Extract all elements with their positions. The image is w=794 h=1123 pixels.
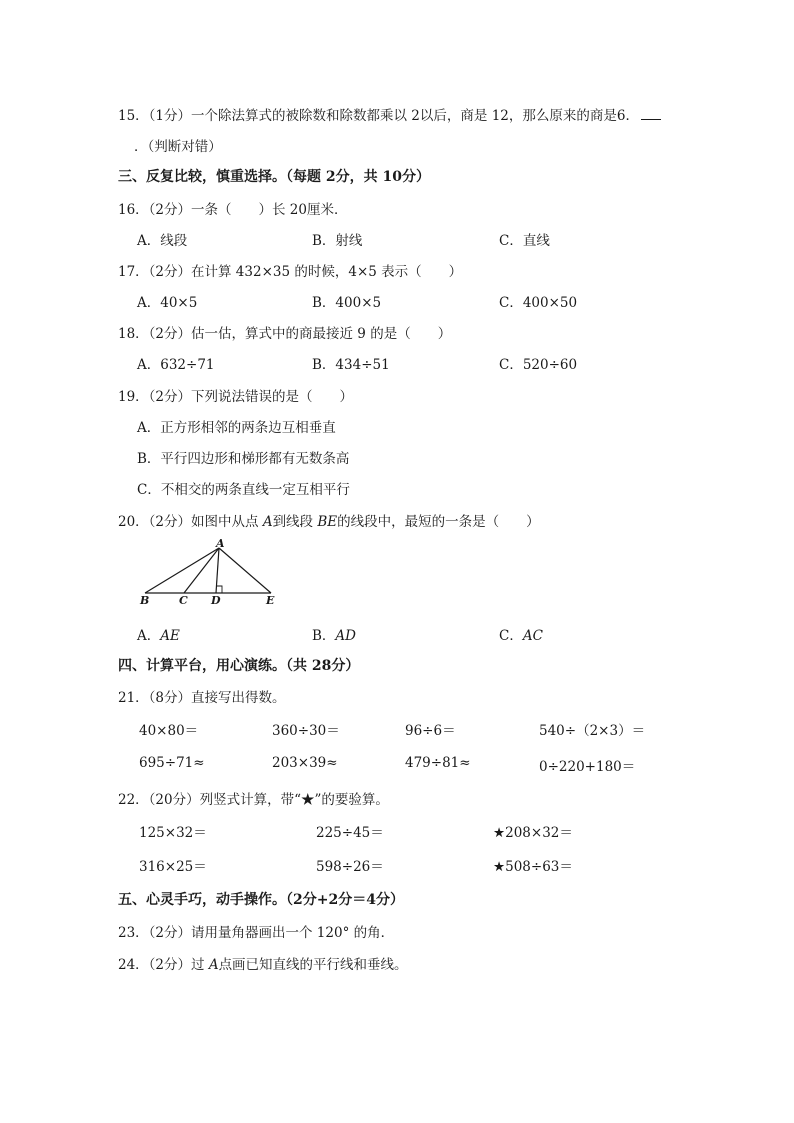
option-a[interactable]: A．AE xyxy=(137,628,180,644)
option-a[interactable]: A．40×5 xyxy=(137,295,198,311)
question-24-stem: 24．（2分）过 A点画已知直线的平行线和垂线。 xyxy=(118,957,408,973)
calc-item: 598÷26＝ xyxy=(316,859,384,875)
option-c[interactable]: C．直线 xyxy=(499,233,550,249)
option-b[interactable]: B．400×5 xyxy=(312,295,382,311)
segment-ae xyxy=(219,548,271,593)
question-20-stem: 20．（2分）如图中从点 A到线段 BE的线段中，最短的一条是（ ） xyxy=(118,514,540,530)
calc-item: 695÷71≈ xyxy=(139,755,205,771)
option-a[interactable]: A．线段 xyxy=(137,233,188,249)
option-b[interactable]: B．AD xyxy=(312,628,356,644)
label-a: A xyxy=(216,538,225,550)
section-3-title: 三、反复比较，慎重选择。（每题 2分，共 10分） xyxy=(118,169,430,185)
label-c: C xyxy=(179,594,188,607)
calc-item: 225÷45＝ xyxy=(316,825,384,841)
calc-item: 540÷（2×3）＝ xyxy=(539,723,646,739)
calc-item: 316×25＝ xyxy=(139,859,207,875)
label-e: E xyxy=(266,594,275,607)
question-15-text: 15．（1分）一个除法算式的被除数和除数都乘以 2以后，商是 12，那么原来的商是6． xyxy=(118,108,639,124)
question-19-stem: 19．（2分）下列说法错误的是（ ） xyxy=(118,389,354,405)
calc-item: 0÷220+180＝ xyxy=(539,759,636,775)
calc-item: 203×39≈ xyxy=(272,755,338,771)
option-c[interactable]: C．400×50 xyxy=(499,295,578,311)
question-15-continuation: ．（判断对错） xyxy=(134,139,222,155)
calc-item: 96÷6＝ xyxy=(405,723,456,739)
section-5-title: 五、心灵手巧，动手操作。（2分+2分＝4分） xyxy=(118,892,404,908)
calc-item: 40×80＝ xyxy=(139,723,199,739)
option-b[interactable]: B．平行四边形和梯形都有无数条高 xyxy=(137,451,350,467)
question-18-stem: 18．（2分）估一估，算式中的商最接近 9 的是（ ） xyxy=(118,326,452,342)
option-c[interactable]: C．不相交的两条直线一定互相平行 xyxy=(137,482,350,498)
label-d: D xyxy=(211,594,221,607)
calc-item: ★508÷63＝ xyxy=(493,859,573,875)
calc-item: 125×32＝ xyxy=(139,825,207,841)
star-icon: ★ xyxy=(493,825,506,841)
question-23-stem: 23．（2分）请用量角器画出一个 120° 的角． xyxy=(118,925,395,941)
option-b[interactable]: B．434÷51 xyxy=(312,357,390,373)
question-22-stem: 22．（20分）列竖式计算，带“★”的要验算。 xyxy=(118,792,389,808)
segment-ab xyxy=(145,548,219,593)
option-a[interactable]: A．正方形相邻的两条边互相垂直 xyxy=(137,420,336,436)
question-21-stem: 21．（8分）直接写出得数。 xyxy=(118,690,286,706)
label-b: B xyxy=(140,594,150,607)
segment-ac xyxy=(184,548,219,593)
question-17-stem: 17．（2分）在计算 432×35 的时候，4×5 表示（ ） xyxy=(118,264,463,280)
option-b[interactable]: B．射线 xyxy=(312,233,363,249)
option-c[interactable]: C．AC xyxy=(499,628,543,644)
calc-item: ★208×32＝ xyxy=(493,825,573,841)
option-c[interactable]: C．520÷60 xyxy=(499,357,578,373)
option-a[interactable]: A．632÷71 xyxy=(137,357,215,373)
question-16-stem: 16．（2分）一条（ ）长 20厘米． xyxy=(118,202,348,218)
calc-item: 360÷30＝ xyxy=(272,723,340,739)
calc-item: 479÷81≈ xyxy=(405,755,471,771)
triangle-figure xyxy=(136,538,281,608)
section-4-title: 四、计算平台，用心演练。（共 28分） xyxy=(118,658,360,674)
star-icon: ★ xyxy=(493,859,506,875)
answer-blank[interactable] xyxy=(641,107,661,120)
